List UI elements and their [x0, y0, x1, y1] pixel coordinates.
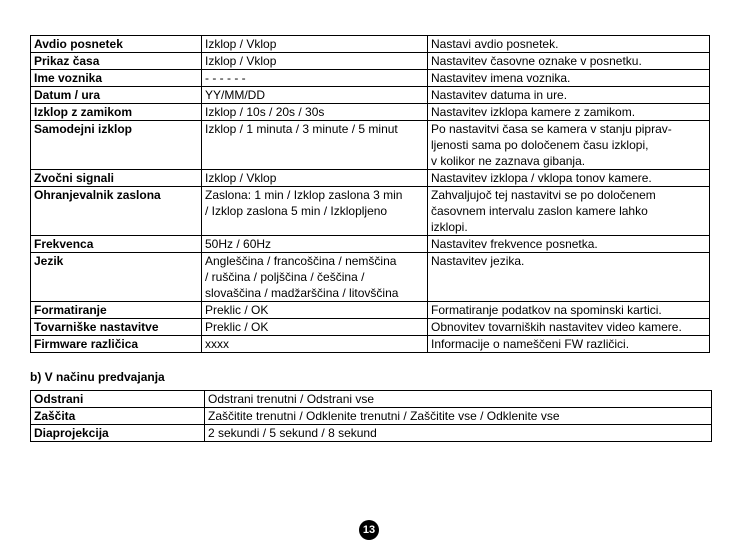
setting-description	[428, 121, 710, 170]
playback-name: Odstrani	[31, 391, 205, 408]
setting-description: Informacije o nameščeni FW različici.	[428, 336, 710, 353]
setting-description-line: Zahvaljujoč tej nastavitvi se po določenem	[431, 188, 656, 202]
setting-description-line: v kolikor ne zaznava gibanja.	[431, 154, 586, 168]
setting-name: Avdio posnetek	[31, 36, 202, 53]
setting-name: Jezik	[31, 253, 202, 302]
setting-description: Nastavitev izklopa kamere z zamikom.	[428, 104, 710, 121]
setting-options: Izklop / Vklop	[202, 170, 428, 187]
setting-description: Formatiranje podatkov na spominski kartici.	[428, 302, 710, 319]
settings-table	[30, 35, 710, 353]
setting-options-line: / Izklop zaslona 5 min / Izklopljeno	[205, 204, 388, 218]
setting-description: Nastavitev časovne oznake v posnetku.	[428, 53, 710, 70]
setting-options: Izklop / 1 minuta / 3 minute / 5 minut	[202, 121, 428, 170]
section-b-heading: b) V načinu predvajanja	[30, 370, 165, 384]
setting-description: Nastavitev jezika.	[428, 253, 710, 302]
setting-name: Tovarniške nastavitve	[31, 319, 202, 336]
setting-description-line: izklopi.	[431, 220, 468, 234]
table-row	[31, 253, 710, 302]
playback-table	[30, 390, 712, 442]
setting-description: Nastavi avdio posnetek.	[428, 36, 710, 53]
setting-options-line: Angleščina / francoščina / nemščina	[205, 254, 397, 268]
setting-name: Frekvenca	[31, 236, 202, 253]
setting-description	[428, 187, 710, 236]
setting-description: Obnovitev tovarniških nastavitev video kamere.	[428, 319, 710, 336]
setting-options: - - - - - -	[202, 70, 428, 87]
table-row	[31, 187, 710, 236]
setting-name: Ime voznika	[31, 70, 202, 87]
setting-name: Ohranjevalnik zaslona	[31, 187, 202, 236]
table-row	[31, 70, 710, 87]
setting-options-line: slovaščina / madžarščina / litovščina	[205, 286, 399, 300]
table-row	[31, 87, 710, 104]
playback-options: Odstrani trenutni / Odstrani vse	[205, 391, 712, 408]
setting-options: Preklic / OK	[202, 302, 428, 319]
playback-table-body	[31, 391, 712, 442]
setting-description-line: ljenosti sama po določenem času izklopi,	[431, 138, 649, 152]
table-row	[31, 391, 712, 408]
table-row	[31, 170, 710, 187]
table-row	[31, 104, 710, 121]
setting-name: Firmware različica	[31, 336, 202, 353]
setting-name: Datum / ura	[31, 87, 202, 104]
setting-options: Izklop / Vklop	[202, 36, 428, 53]
table-row	[31, 408, 712, 425]
setting-description: Nastavitev imena voznika.	[428, 70, 710, 87]
setting-description-line: časovnem intervalu zaslon kamere lahko	[431, 204, 648, 218]
setting-description: Nastavitev frekvence posnetka.	[428, 236, 710, 253]
page-number-badge: 13	[359, 520, 379, 540]
setting-options: Izklop / 10s / 20s / 30s	[202, 104, 428, 121]
setting-description: Nastavitev datuma in ure.	[428, 87, 710, 104]
table-row	[31, 53, 710, 70]
setting-options: YY/MM/DD	[202, 87, 428, 104]
setting-description-line: Po nastavitvi časa se kamera v stanju piprav-	[431, 122, 672, 136]
setting-options: Izklop / Vklop	[202, 53, 428, 70]
table-row	[31, 36, 710, 53]
setting-name: Prikaz časa	[31, 53, 202, 70]
table-row	[31, 236, 710, 253]
setting-name: Zvočni signali	[31, 170, 202, 187]
playback-options: 2 sekundi / 5 sekund / 8 sekund	[205, 425, 712, 442]
setting-name: Formatiranje	[31, 302, 202, 319]
table-row	[31, 302, 710, 319]
setting-options	[202, 253, 428, 302]
setting-name: Samodejni izklop	[31, 121, 202, 170]
setting-options: Preklic / OK	[202, 319, 428, 336]
setting-options: 50Hz / 60Hz	[202, 236, 428, 253]
setting-options: xxxx	[202, 336, 428, 353]
playback-options: Zaščitite trenutni / Odklenite trenutni / Zaščitite vse / Odklenite vse	[205, 408, 712, 425]
setting-name: Izklop z zamikom	[31, 104, 202, 121]
setting-options-line: / ruščina / poljščina / češčina /	[205, 270, 365, 284]
setting-description: Nastavitev izklopa / vklopa tonov kamere.	[428, 170, 710, 187]
table-row	[31, 336, 710, 353]
playback-name: Zaščita	[31, 408, 205, 425]
table-row	[31, 319, 710, 336]
playback-name: Diaprojekcija	[31, 425, 205, 442]
setting-options-line: Zaslona: 1 min / Izklop zaslona 3 min	[205, 188, 403, 202]
table-row	[31, 425, 712, 442]
table-row	[31, 121, 710, 170]
setting-options	[202, 187, 428, 236]
settings-table-body	[31, 36, 710, 353]
